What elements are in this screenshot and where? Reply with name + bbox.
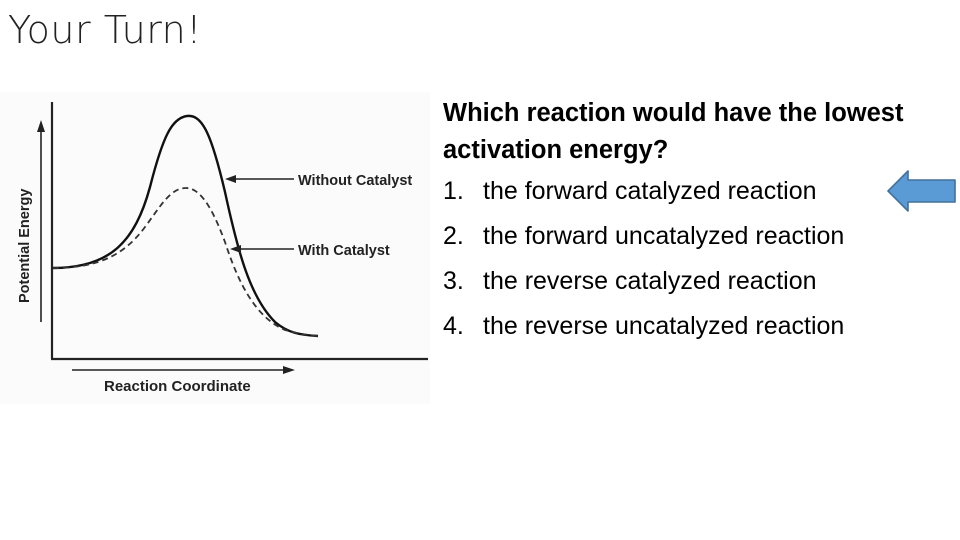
option-text: the forward uncatalyzed reaction xyxy=(483,222,845,250)
answer-option-4 xyxy=(443,304,958,349)
label-with-catalyst: With Catalyst xyxy=(298,243,390,259)
question-block xyxy=(443,95,958,349)
pointer-without-catalyst-head xyxy=(225,175,236,183)
option-text: the forward catalyzed reaction xyxy=(483,177,817,205)
answer-arrow-shape xyxy=(888,171,955,211)
option-text: the reverse uncatalyzed reaction xyxy=(483,312,845,340)
question-text: Which reaction would have the lowest activation energy? xyxy=(443,99,904,164)
y-axis-arrowhead xyxy=(37,120,45,132)
label-without-catalyst: Without Catalyst xyxy=(298,173,413,189)
answer-option-2 xyxy=(443,214,958,259)
option-number: 4. xyxy=(443,312,464,340)
answer-option-1 xyxy=(443,169,958,214)
answer-options xyxy=(443,169,958,349)
option-number: 2. xyxy=(443,222,464,250)
answer-option-3 xyxy=(443,259,958,304)
option-text: the reverse catalyzed reaction xyxy=(483,267,817,295)
option-number: 3. xyxy=(443,267,464,295)
option-number: 1. xyxy=(443,177,464,205)
energy-diagram xyxy=(0,92,430,404)
slide-title: Your Turn! xyxy=(8,8,202,52)
curve-without-catalyst xyxy=(53,116,318,336)
x-axis-label: Reaction Coordinate xyxy=(104,378,251,395)
left-arrow-icon xyxy=(886,168,958,214)
y-axis-label: Potential Energy xyxy=(17,188,33,303)
energy-diagram-svg xyxy=(0,92,430,404)
x-axis-arrowhead xyxy=(283,366,295,374)
pointer-with-catalyst-head xyxy=(230,245,241,253)
